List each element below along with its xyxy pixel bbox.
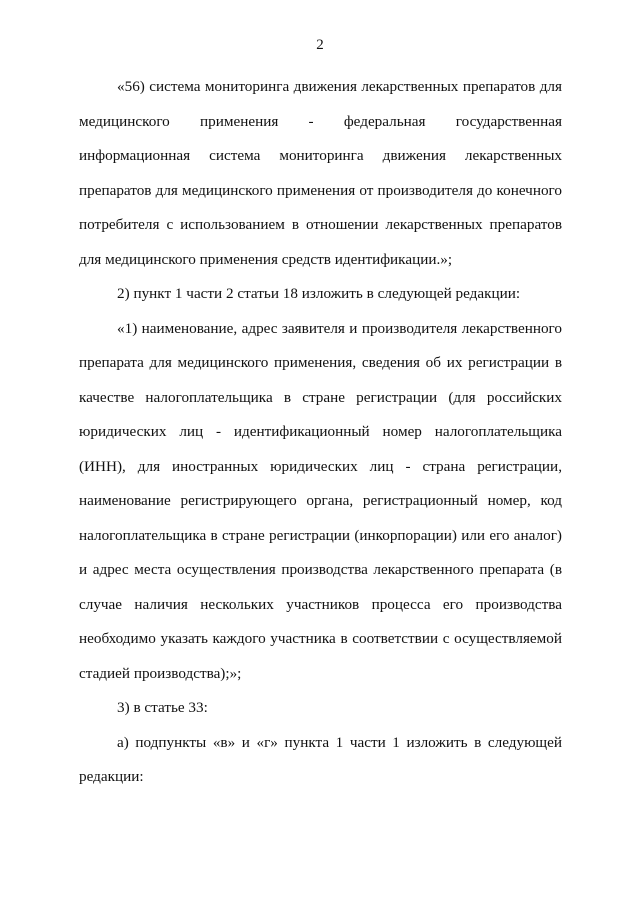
document-body [79,70,562,795]
paragraph-item-2-text: «1) наименование, адрес заявителя и производителя лекарственного препарата для медицинского применения, сведения об их регистрации в качестве налогоплательщика в стране регистрации (для российских юридических лиц - идентификационный номер налогоплательщика (ИНН), для иностранных юридических лиц - страна регистрации, наименование регистрирующего органа, регистрационный номер, код налогоплательщика в стране регистрации (инкорпорации) или его аналог) и адрес места осуществления производства лекарственного препарата (в случае наличия нескольких участников процесса его производства необходимо указать каждого участника в соответствии с осуществляемой стадией производства);»; [79,319,562,682]
paragraph-item-3: 3) в статье 33: [117,699,208,716]
page-number: 2 [316,37,324,53]
paragraph-item-2: 2) пункт 1 части 2 статьи 18 изложить в следующей редакции: [117,285,521,302]
paragraph-subitem-a: а) подпункты «в» и «г» пункта 1 части 1 изложить в следующей редакции: [79,733,562,785]
paragraph-definition-56: «56) система мониторинга движения лекарственных препаратов для медицинского применения - федеральная государственная информационная система мониторинга движения лекарственных препаратов для медицинского применения от производителя до конечного потребителя с использованием в отношении лекарственных препаратов для медицинского применения средств идентификации.»; [79,78,562,268]
